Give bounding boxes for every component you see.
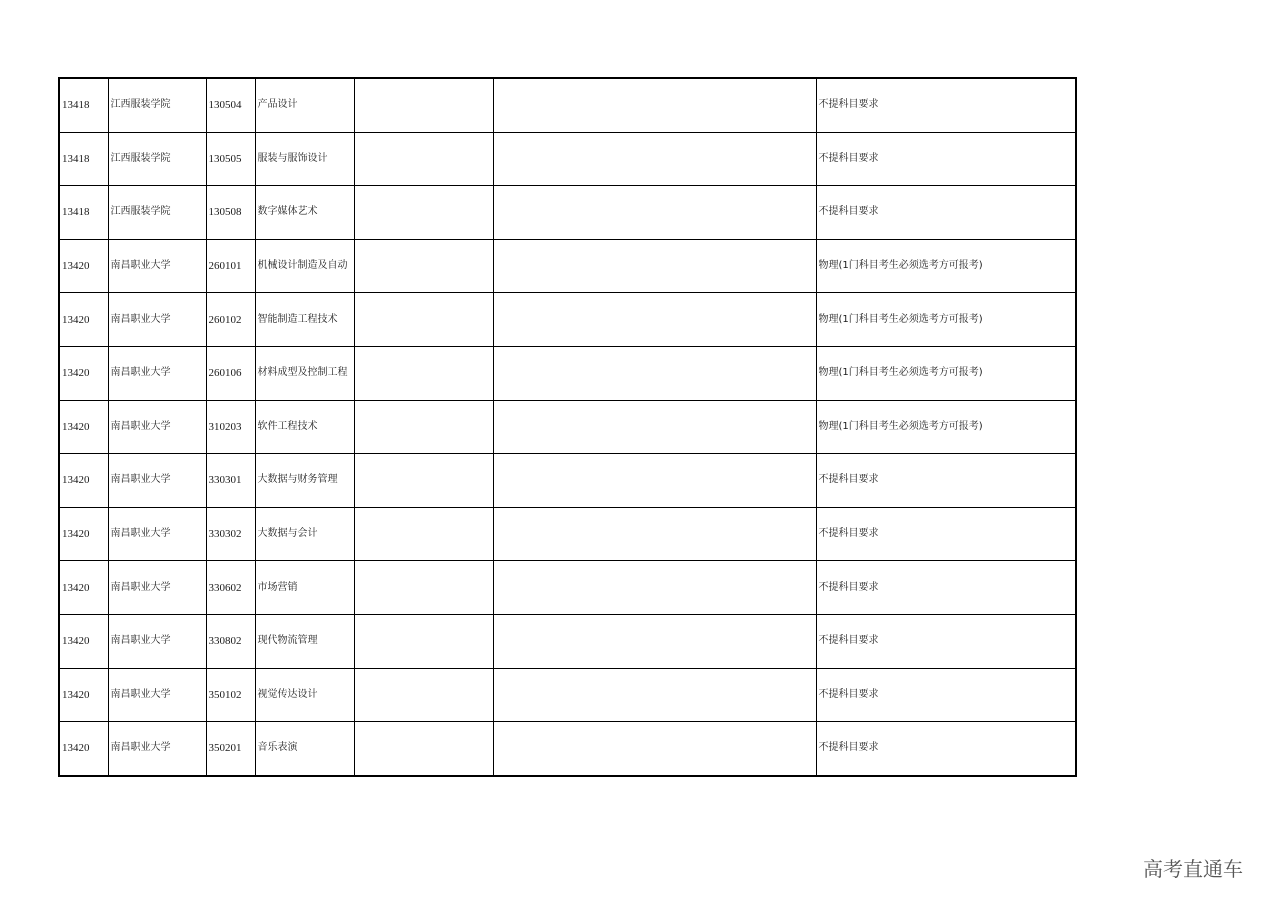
empty-cell (493, 507, 816, 561)
major-code-cell: 330602 (206, 561, 255, 615)
subject-requirement-cell: 不提科目要求 (816, 668, 1076, 722)
empty-cell (354, 132, 493, 186)
major-code-cell: 350201 (206, 722, 255, 776)
subject-requirement-cell: 不提科目要求 (816, 561, 1076, 615)
table-row (59, 239, 1076, 293)
table-row (59, 293, 1076, 347)
table-row (59, 614, 1076, 668)
empty-cell (493, 78, 816, 132)
major-name-cell: 材料成型及控制工程 (255, 346, 354, 400)
school-code-cell: 13420 (59, 722, 108, 776)
table-row (59, 454, 1076, 508)
empty-cell (354, 400, 493, 454)
subject-requirement-cell: 不提科目要求 (816, 722, 1076, 776)
subject-requirement-cell: 物理(1门科目考生必须选考方可报考) (816, 293, 1076, 347)
school-code-cell: 13418 (59, 78, 108, 132)
empty-cell (354, 668, 493, 722)
major-name-cell: 数字媒体艺术 (255, 186, 354, 240)
major-name-cell: 市场营销 (255, 561, 354, 615)
empty-cell (354, 454, 493, 508)
major-name-cell: 大数据与会计 (255, 507, 354, 561)
table-row (59, 507, 1076, 561)
major-code-cell: 130508 (206, 186, 255, 240)
school-name-cell: 江西服装学院 (108, 186, 206, 240)
major-code-cell: 330301 (206, 454, 255, 508)
school-name-cell: 南昌职业大学 (108, 614, 206, 668)
empty-cell (493, 239, 816, 293)
school-code-cell: 13420 (59, 507, 108, 561)
school-name-cell: 南昌职业大学 (108, 400, 206, 454)
school-code-cell: 13420 (59, 346, 108, 400)
school-code-cell: 13420 (59, 293, 108, 347)
school-name-cell: 南昌职业大学 (108, 722, 206, 776)
school-name-cell: 南昌职业大学 (108, 507, 206, 561)
table-row (59, 400, 1076, 454)
school-name-cell: 南昌职业大学 (108, 561, 206, 615)
subject-requirement-cell: 不提科目要求 (816, 132, 1076, 186)
major-name-cell: 软件工程技术 (255, 400, 354, 454)
major-code-cell: 330802 (206, 614, 255, 668)
empty-cell (493, 400, 816, 454)
major-name-cell: 服装与服饰设计 (255, 132, 354, 186)
major-code-cell: 350102 (206, 668, 255, 722)
subject-requirement-cell: 不提科目要求 (816, 507, 1076, 561)
major-name-cell: 机械设计制造及自动 (255, 239, 354, 293)
subject-requirement-cell: 物理(1门科目考生必须选考方可报考) (816, 400, 1076, 454)
major-name-cell: 智能制造工程技术 (255, 293, 354, 347)
school-name-cell: 南昌职业大学 (108, 668, 206, 722)
school-name-cell: 江西服装学院 (108, 132, 206, 186)
major-name-cell: 产品设计 (255, 78, 354, 132)
watermark-text: 高考直通车 (1143, 857, 1243, 881)
empty-cell (354, 346, 493, 400)
empty-cell (493, 346, 816, 400)
empty-cell (493, 561, 816, 615)
major-code-cell: 130504 (206, 78, 255, 132)
empty-cell (354, 78, 493, 132)
table-body (59, 78, 1076, 776)
school-code-cell: 13420 (59, 239, 108, 293)
empty-cell (354, 722, 493, 776)
subject-requirement-cell: 不提科目要求 (816, 78, 1076, 132)
table-row (59, 561, 1076, 615)
empty-cell (354, 186, 493, 240)
empty-cell (354, 293, 493, 347)
table-row (59, 346, 1076, 400)
major-code-cell: 260101 (206, 239, 255, 293)
school-code-cell: 13420 (59, 454, 108, 508)
major-name-cell: 音乐表演 (255, 722, 354, 776)
school-name-cell: 南昌职业大学 (108, 239, 206, 293)
empty-cell (493, 186, 816, 240)
empty-cell (493, 132, 816, 186)
subject-requirement-cell: 不提科目要求 (816, 186, 1076, 240)
major-code-cell: 330302 (206, 507, 255, 561)
empty-cell (354, 561, 493, 615)
school-name-cell: 南昌职业大学 (108, 454, 206, 508)
subject-requirement-cell: 物理(1门科目考生必须选考方可报考) (816, 239, 1076, 293)
major-code-cell: 130505 (206, 132, 255, 186)
school-code-cell: 13420 (59, 614, 108, 668)
major-code-cell: 260102 (206, 293, 255, 347)
subject-requirement-cell: 不提科目要求 (816, 454, 1076, 508)
table-row (59, 186, 1076, 240)
empty-cell (354, 614, 493, 668)
empty-cell (354, 507, 493, 561)
school-code-cell: 13418 (59, 132, 108, 186)
major-name-cell: 视觉传达设计 (255, 668, 354, 722)
empty-cell (493, 668, 816, 722)
school-code-cell: 13420 (59, 561, 108, 615)
school-code-cell: 13418 (59, 186, 108, 240)
table-row (59, 722, 1076, 776)
school-name-cell: 南昌职业大学 (108, 346, 206, 400)
major-code-cell: 260106 (206, 346, 255, 400)
school-name-cell: 江西服装学院 (108, 78, 206, 132)
subject-requirement-cell: 不提科目要求 (816, 614, 1076, 668)
major-code-cell: 310203 (206, 400, 255, 454)
major-name-cell: 现代物流管理 (255, 614, 354, 668)
school-code-cell: 13420 (59, 400, 108, 454)
table-row (59, 132, 1076, 186)
empty-cell (493, 454, 816, 508)
empty-cell (493, 614, 816, 668)
subject-requirements-table (58, 77, 1077, 777)
empty-cell (493, 722, 816, 776)
major-name-cell: 大数据与财务管理 (255, 454, 354, 508)
subject-requirement-cell: 物理(1门科目考生必须选考方可报考) (816, 346, 1076, 400)
school-code-cell: 13420 (59, 668, 108, 722)
empty-cell (493, 293, 816, 347)
empty-cell (354, 239, 493, 293)
table-row (59, 668, 1076, 722)
table-row (59, 78, 1076, 132)
school-name-cell: 南昌职业大学 (108, 293, 206, 347)
